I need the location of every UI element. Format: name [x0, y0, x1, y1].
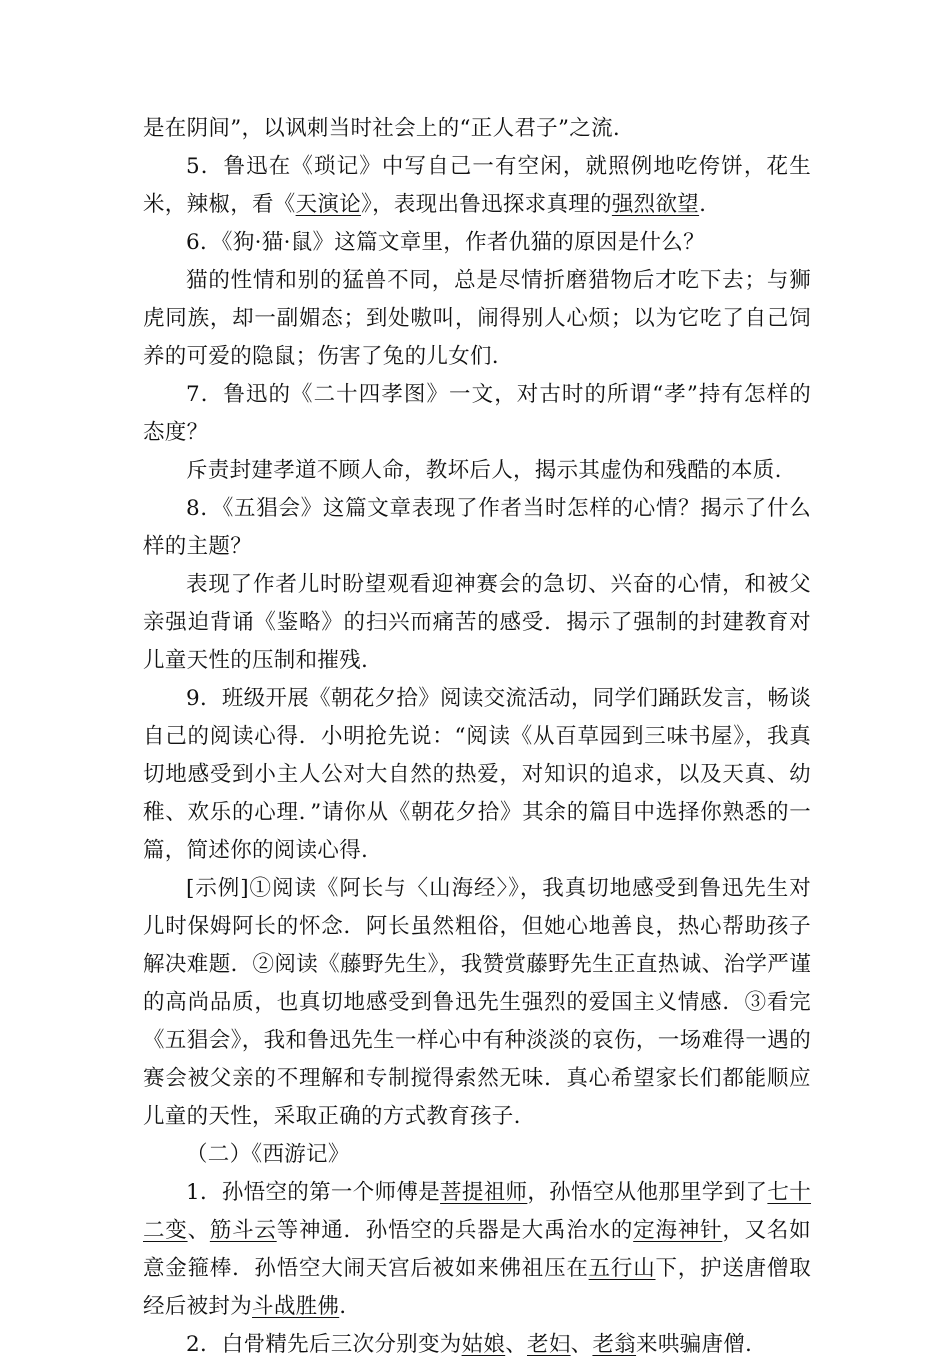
text: 下，护送唐僧取经后被封为: [143, 1256, 811, 1319]
document-page: [143, 110, 811, 1364]
text: 、: [570, 1332, 593, 1357]
answer-blank: 定海神针: [633, 1218, 723, 1243]
text: ，孙悟空从他那里学到了: [527, 1180, 768, 1205]
answer-blank: 强烈欲望: [611, 192, 700, 217]
text: 6．《狗·猫·鼠》这篇文章里，作者仇猫的原因是什么？: [186, 230, 705, 255]
text: 》，表现出鲁迅探求真理的: [361, 192, 612, 217]
text: 7．鲁迅的《二十四孝图》一文，对古时的所谓“孝”持有怎样的态度？: [143, 382, 811, 445]
text: .: [339, 1294, 347, 1319]
question-xiyou-1: [143, 1174, 811, 1326]
answer-blank: 五行山: [588, 1256, 656, 1281]
text: 1．孙悟空的第一个师傅是: [186, 1180, 441, 1205]
text: 是在阴间”，以讽刺当时社会上的“正人君子”之流.: [143, 116, 621, 141]
text: 2．白骨精先后三次分别变为: [186, 1332, 462, 1357]
text: 表现了作者儿时盼望观看迎神赛会的急切、兴奋的心情，和被父亲强迫背诵《鉴略》的扫兴而痛苦的感受．揭示了强制的封建教育对儿童天性的压制和摧残.: [143, 572, 811, 673]
text: 5．鲁迅在《琐记》中写自己一有空闲，就照例地吃侉饼，花生米，辣椒，看《: [143, 154, 811, 217]
answer-blank: 七十二变: [143, 1180, 812, 1243]
paragraph-continuation: [143, 110, 811, 148]
answer-blank: 斗战胜佛: [252, 1294, 340, 1319]
answer-blank: 姑娘: [461, 1332, 506, 1357]
text: 斥责封建孝道不顾人命，教坏后人，揭示其虚伪和残酷的本质.: [186, 458, 782, 483]
answer-blank: 筋斗云: [209, 1218, 277, 1243]
text: [示例]①阅读《阿长与〈山海经〉》，我真切地感受到鲁迅先生对儿时保姆阿长的怀念．阿长虽然粗俗，但她心地善良，热心帮助孩子解决难题．②阅读《藤野先生》，我赞赏藤野先生正直热诚、治学严谨的高尚品质，也真切地感受到鲁迅先生强烈的爱国主义情感．③看完《五猖会》，我和鲁迅先生一样心中有种淡淡的哀伤，一场难得一遇的赛会被父亲的不理解和专制搅得索然无味．真心希望家长们都能顺应儿童的天性，采取正确的方式教育孩子.: [143, 876, 811, 1129]
section-heading: [143, 1136, 811, 1174]
answer-blank: 天演论: [295, 192, 362, 217]
question-5: [143, 148, 811, 224]
answer-blank: 菩提祖师: [440, 1180, 528, 1205]
question-8: [143, 490, 811, 566]
question-9: [143, 680, 811, 870]
text: 、: [187, 1218, 210, 1243]
question-6: [143, 224, 811, 262]
text: 、: [505, 1332, 528, 1357]
text: 来哄骗唐僧.: [636, 1332, 753, 1357]
text: 猫的性情和别的猛兽不同，总是尽情折磨猎物后才吃下去；与狮虎同族，却一副媚态；到处嗷叫，闹得别人心烦；以为它吃了自己饲养的可爱的隐鼠；伤害了兔的儿女们.: [143, 268, 811, 369]
text: .: [699, 192, 707, 217]
answer-6: [143, 262, 811, 376]
text: 9．班级开展《朝花夕拾》阅读交流活动，同学们踊跃发言，畅谈自己的阅读心得．小明抢先说：“阅读《从百草园到三味书屋》，我真切地感受到小主人公对大自然的热爱，对知识的追求，以及天真、幼稚、欢乐的心理．”请你从《朝花夕拾》其余的篇目中选择你熟悉的一篇，简述你的阅读心得.: [143, 686, 811, 863]
text: （二）《西游记》: [186, 1142, 350, 1167]
answer-8: [143, 566, 811, 680]
question-xiyou-2: [143, 1326, 811, 1364]
answer-9: [143, 870, 811, 1136]
text: ，又名如意金箍棒．孙悟空大闹天宫后被如来佛祖压在: [143, 1218, 811, 1281]
question-7: [143, 376, 811, 452]
answer-7: [143, 452, 811, 490]
answer-blank: 老妇: [527, 1332, 571, 1357]
answer-blank: 老翁: [592, 1332, 637, 1357]
text: 8．《五猖会》这篇文章表现了作者当时怎样的心情？揭示了什么样的主题？: [143, 496, 811, 559]
text: 等神通．孙悟空的兵器是大禹治水的: [276, 1218, 634, 1243]
